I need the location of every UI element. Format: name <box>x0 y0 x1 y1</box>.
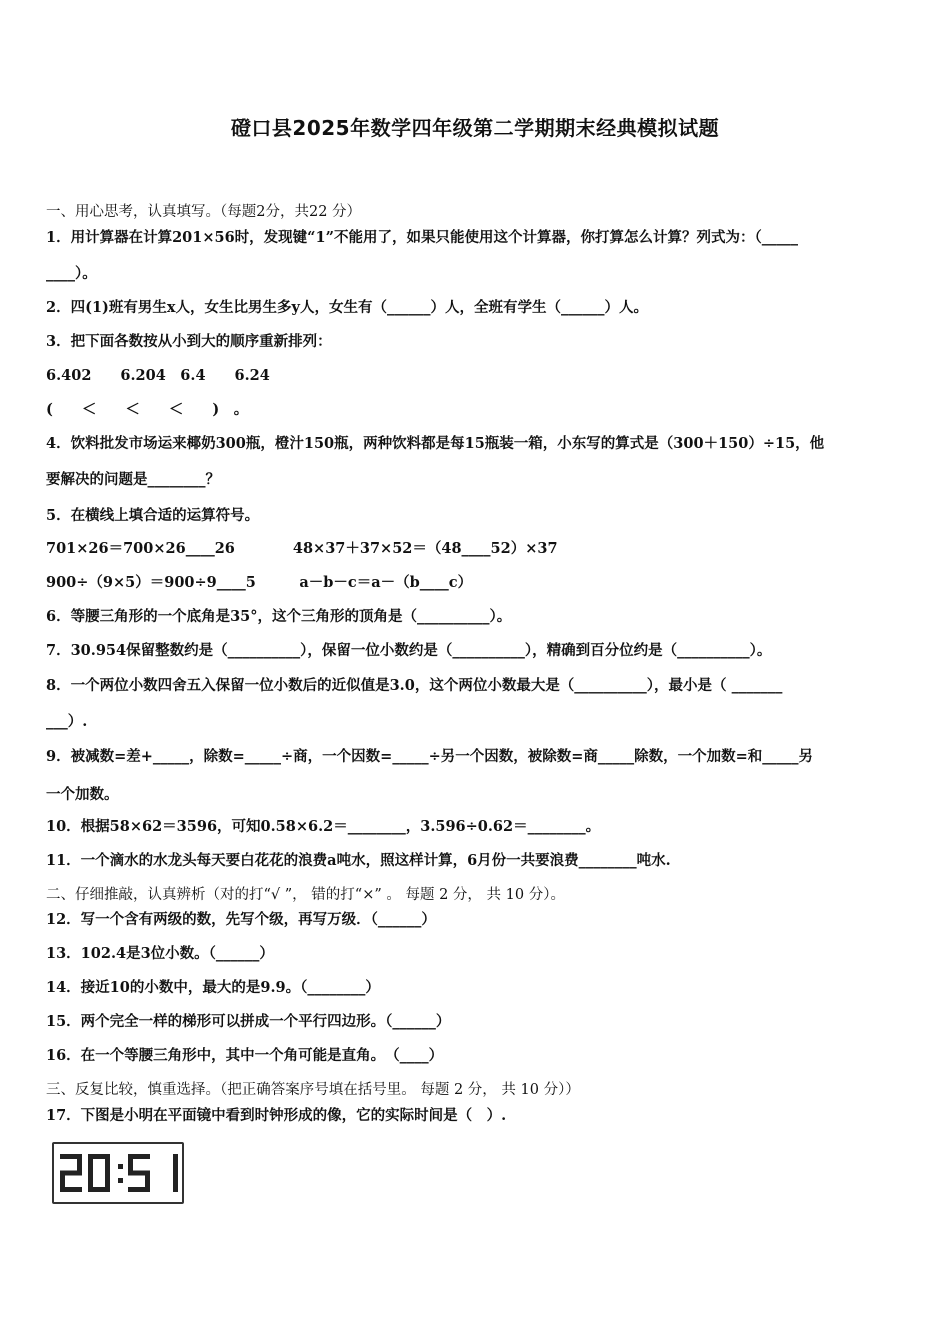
question-17: 17．下图是小明在平面镜中看到时钟形成的像，它的实际时间是（ ）. <box>46 1107 507 1124</box>
clock-segment <box>105 1171 110 1193</box>
question-10: 10．根据58×62＝3596，可知0.58×6.2＝________，3.596÷0.62＝________。 <box>46 818 601 835</box>
question-1-cont: ____）。 <box>46 265 97 282</box>
question-15: 15．两个完全一样的梯形可以拼成一个平行四边形。（______） <box>46 1013 451 1030</box>
question-3-numbers: 6.402 6.204 6.4 6.24 <box>46 367 270 384</box>
question-14: 14．接近10的小数中，最大的是9.9。（________） <box>46 979 380 996</box>
clock-segment <box>128 1154 133 1176</box>
mirror-clock-image <box>52 1142 184 1204</box>
clock-colon-dot <box>118 1164 123 1169</box>
section-3-heading: 三、反复比较，慎重选择。（把正确答案序号填在括号里。 每题 2 分， 共 10 分）） <box>46 1082 580 1098</box>
question-5-row-1: 701×26＝700×26____26 48×37＋37×52＝（48____52）×37 <box>46 540 558 557</box>
question-16: 16．在一个等腰三角形中，其中一个角可能是直角。 （____） <box>46 1047 444 1064</box>
question-9-cont: 一个加数。 <box>46 786 119 803</box>
question-3-answer: ( ＜ ＜ ＜ ) 。 <box>46 401 249 418</box>
page-title: 磴口县2025年数学四年级第二学期期末经典模拟试题 <box>230 116 720 140</box>
question-8: 8．一个两位小数四舍五入保留一位小数后的近似值是3.0，这个两位小数最大是（__________），最小是（ _______ <box>46 677 783 694</box>
clock-colon-dot <box>118 1178 123 1183</box>
question-11: 11．一个滴水的水龙头每天要白花花的浪费a吨水，照这样计算，6月份一共要浪费________吨水. <box>46 852 671 869</box>
question-5: 5．在横线上填合适的运算符号。 <box>46 507 260 524</box>
clock-segment <box>60 1171 65 1193</box>
question-3: 3．把下面各数按从小到大的顺序重新排列： <box>46 333 332 350</box>
clock-segment <box>173 1171 178 1193</box>
clock-digits <box>54 1144 182 1202</box>
question-2: 2．四(1)班有男生x人，女生比男生多y人，女生有（______）人，全班有学生（______）人。 <box>46 299 648 316</box>
question-8-cont: ___）. <box>46 713 88 730</box>
clock-segment <box>145 1171 150 1193</box>
question-7: 7．30.954保留整数约是（__________），保留一位小数约是（__________），精确到百分位约是（__________）。 <box>46 642 772 659</box>
question-6: 6．等腰三角形的一个底角是35°，这个三角形的顶角是（__________）。 <box>46 608 512 625</box>
clock-segment <box>77 1154 82 1176</box>
question-5-row-2: 900÷（9×5）＝900÷9____5 a－b－c＝a－（b____c） <box>46 574 473 591</box>
clock-segment <box>88 1171 93 1193</box>
question-12: 12．写一个含有两级的数，先写个级，再写万级．（______） <box>46 911 436 928</box>
question-4: 4．饮料批发市场运来椰奶300瓶，橙汁150瓶，两种饮料都是每15瓶装一箱，小东写的算式是（300＋150）÷15，他 <box>46 435 825 452</box>
section-1-heading: 一、用心思考，认真填写。（每题2分，共22 分） <box>46 204 362 220</box>
question-13: 13．102.4是3位小数。（______） <box>46 945 274 962</box>
question-1: 1．用计算器在计算201×56时，发现键“1”不能用了，如果只能使用这个计算器，你打算怎么计算？列式为：（_____ <box>46 229 798 246</box>
question-4-cont: 要解决的问题是________？ <box>46 471 220 488</box>
question-9: 9．被减数=差+_____，除数=_____÷商，一个因数=_____÷另一个因数，被除数=商_____除数，一个加数=和_____另 <box>46 748 814 765</box>
section-2-heading: 二、仔细推敲，认真辨析（对的打“√ ”， 错的打“×” 。 每题 2 分， 共 10 分）。 <box>46 887 565 903</box>
